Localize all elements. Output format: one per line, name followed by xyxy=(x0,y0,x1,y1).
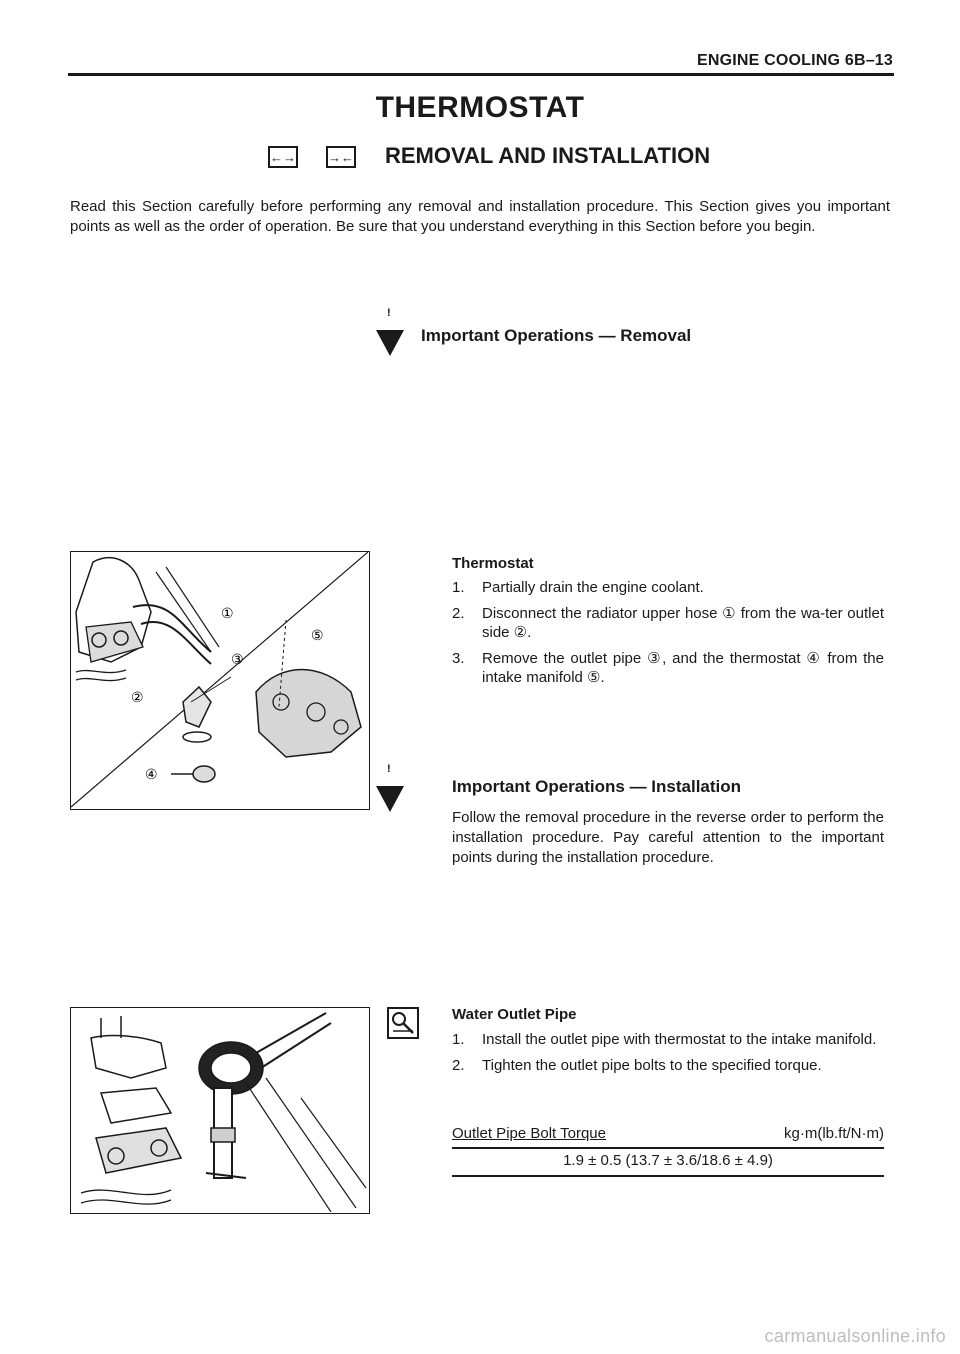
installation-icon: →← xyxy=(326,146,356,168)
header-rule xyxy=(68,73,894,76)
list-item: 1. Partially drain the engine coolant. xyxy=(452,579,704,596)
list-item: 2. Disconnect the radiator upper hose ① from the wa-ter outlet side ②. xyxy=(452,605,884,641)
warning-icon: ! xyxy=(376,330,404,356)
torque-wrench-icon xyxy=(387,1007,419,1039)
section-header: ENGINE COOLING 6B–13 xyxy=(696,52,893,69)
removal-icon: ←→ xyxy=(268,146,298,168)
callout-2: ② xyxy=(131,689,144,705)
list-item: 2. Tighten the outlet pipe bolts to the specified torque. xyxy=(452,1057,822,1074)
installation-steps xyxy=(452,1030,884,1082)
callout-3: ③ xyxy=(231,651,244,667)
thermostat-diagram xyxy=(70,551,370,810)
removal-heading: Important Operations — Removal xyxy=(421,326,692,345)
page-title: THERMOSTAT xyxy=(375,91,585,124)
warning-icon: ! xyxy=(376,786,404,812)
torque-value: 1.9 ± 0.5 (13.7 ± 3.6/18.6 ± 4.9) xyxy=(563,1152,773,1169)
intro-paragraph: Read this Section carefully before performing any removal and installation procedure. This Section gives you important points as well as the order of operation. Be sure that you understand everything in this Section before you begin. xyxy=(70,198,890,235)
callout-1: ① xyxy=(221,605,234,621)
list-item: 3. Remove the outlet pipe ③, and the thermostat ④ from the intake manifold ⑤. xyxy=(452,650,884,686)
removal-steps xyxy=(452,578,884,694)
callout-4: ④ xyxy=(145,766,158,782)
list-item: 1. Install the outlet pipe with thermostat to the intake manifold. xyxy=(452,1031,877,1048)
installation-paragraph: Follow the removal procedure in the reverse order to perform the installation procedure. Pay careful attention to the important points during the installation procedure. xyxy=(452,809,884,866)
torque-units: kg·m(lb.ft/N·m) xyxy=(784,1125,884,1142)
installation-heading: Important Operations — Installation xyxy=(452,777,742,796)
outlet-pipe-diagram xyxy=(70,1007,370,1214)
watermark: carmanualsonline.info xyxy=(764,1326,946,1346)
torque-label: Outlet Pipe Bolt Torque xyxy=(452,1125,606,1142)
callout-5: ⑤ xyxy=(311,627,324,643)
torque-spec-header xyxy=(452,1125,884,1142)
installation-subheading: Water Outlet Pipe xyxy=(452,1006,577,1023)
torque-rule-top xyxy=(452,1147,884,1149)
section-subtitle: REMOVAL AND INSTALLATION xyxy=(385,143,711,168)
torque-rule-bottom xyxy=(452,1175,884,1177)
removal-subheading: Thermostat xyxy=(452,555,534,572)
